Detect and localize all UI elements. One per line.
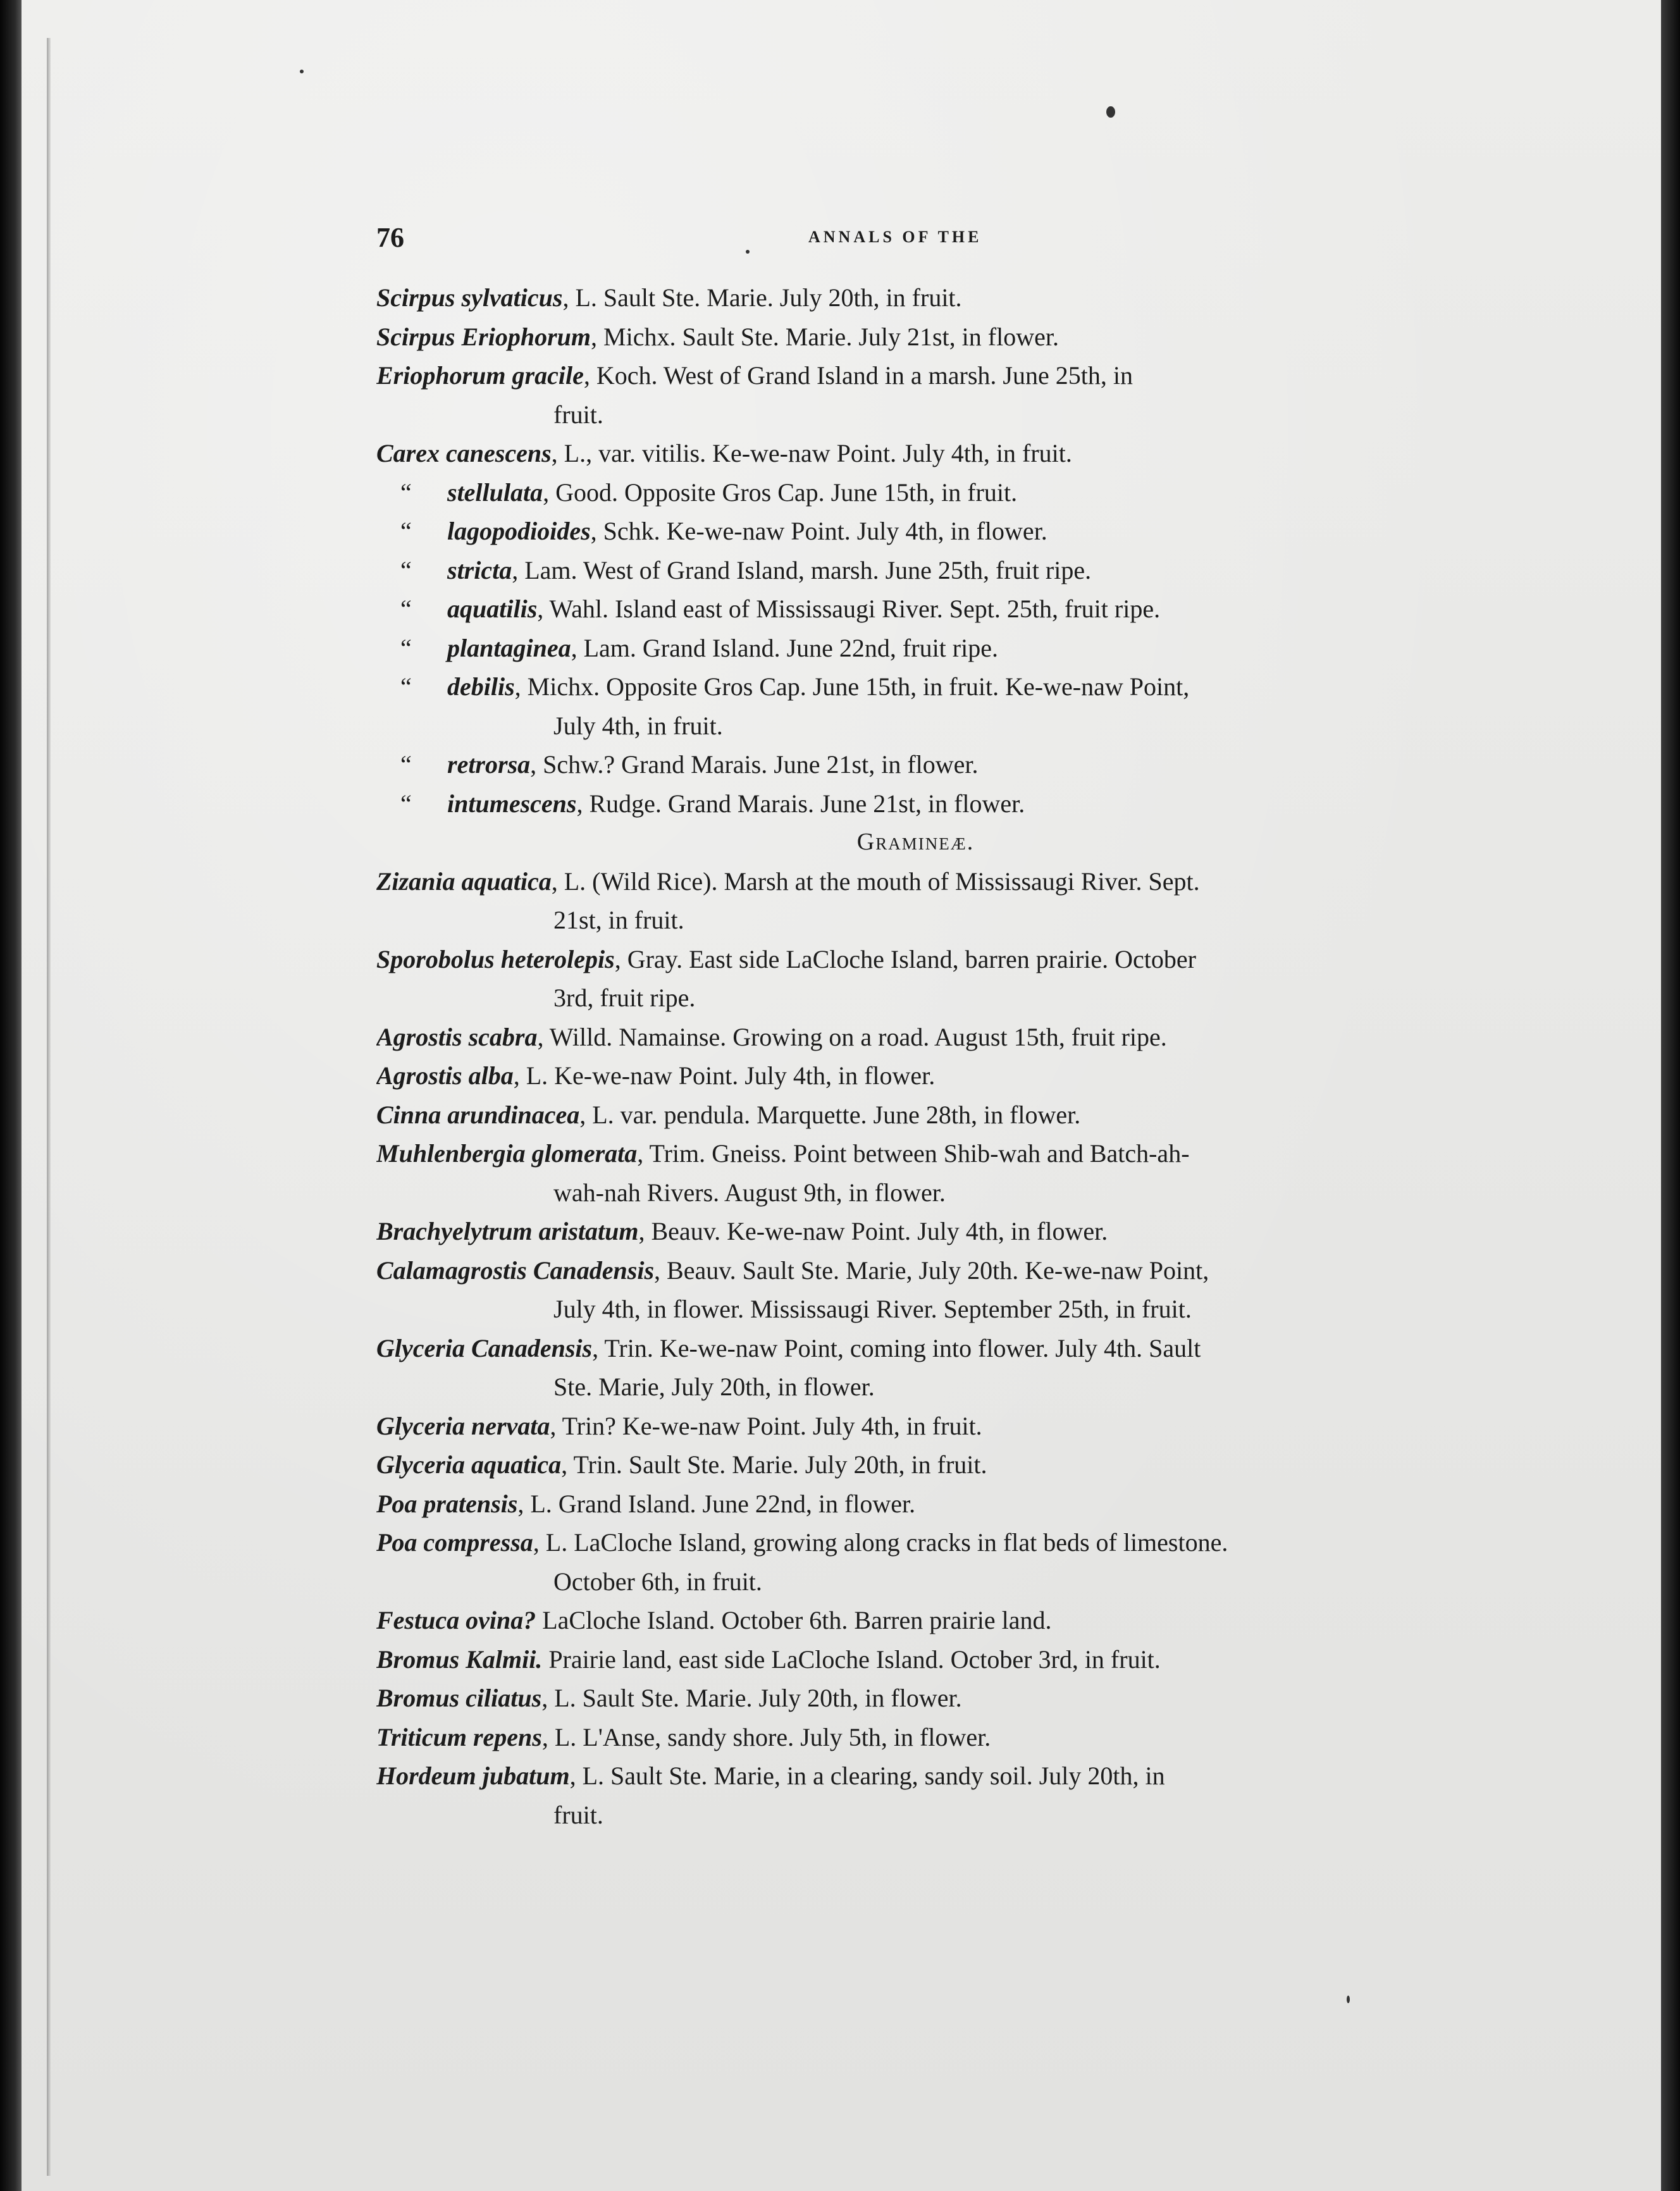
species-entry bbox=[376, 745, 1430, 784]
entry-details: , L. (Wild Rice). Marsh at the mouth of Mississaugi River. Sept. bbox=[551, 867, 1200, 896]
continuation-text: 3rd, fruit ripe. bbox=[553, 984, 696, 1012]
page-crease bbox=[47, 38, 51, 2176]
species-entry bbox=[376, 1018, 1430, 1057]
continuation-text: fruit. bbox=[553, 400, 603, 429]
entry-continuation bbox=[376, 1290, 1430, 1329]
entry-details: Prairie land, east side LaCloche Island. October 3rd, in fruit. bbox=[542, 1645, 1161, 1674]
species-name: Muhlenbergia glomerata bbox=[376, 1139, 638, 1168]
species-name: Poa pratensis bbox=[376, 1489, 518, 1518]
entry-details: , Trin. Sault Ste. Marie. July 20th, in fruit. bbox=[561, 1450, 987, 1479]
species-entry bbox=[376, 1601, 1430, 1640]
species-entry bbox=[376, 589, 1430, 629]
ditto-mark: “ bbox=[400, 595, 412, 623]
species-entry bbox=[376, 473, 1430, 512]
species-entry bbox=[376, 629, 1430, 668]
species-entry bbox=[376, 1640, 1430, 1679]
entry-details: , L. L'Anse, sandy shore. July 5th, in flower. bbox=[541, 1722, 991, 1751]
entry-details: , Wahl. Island east of Mississaugi River. Sept. 25th, fruit ripe. bbox=[537, 595, 1161, 623]
species-name: Cinna arundinacea bbox=[376, 1100, 580, 1129]
entry-details: , Trim. Gneiss. Point between Shib-wah and Batch-ah- bbox=[637, 1139, 1190, 1168]
entry-details: , Beauv. Ke-we-naw Point. July 4th, in flower. bbox=[638, 1217, 1108, 1245]
species-name: Triticum repens bbox=[376, 1722, 542, 1751]
species-entry bbox=[376, 512, 1430, 551]
entry-details: , L., var. vitilis. Ke-we-naw Point. July 4th, in fruit. bbox=[551, 439, 1072, 467]
ditto-mark: “ bbox=[400, 672, 412, 701]
page-number: 76 bbox=[376, 222, 404, 253]
entry-continuation bbox=[376, 1173, 1430, 1213]
species-name: stellulata bbox=[447, 478, 543, 507]
species-name: Agrostis scabra bbox=[376, 1022, 538, 1051]
entry-continuation bbox=[376, 707, 1430, 746]
species-name: Hordeum jubatum bbox=[376, 1762, 570, 1790]
species-list bbox=[376, 278, 1430, 1834]
species-name: debilis bbox=[447, 672, 515, 701]
ditto-mark: “ bbox=[400, 517, 412, 545]
species-name: Bromus ciliatus bbox=[376, 1684, 542, 1712]
species-name: plantaginea bbox=[447, 633, 571, 662]
species-entry bbox=[376, 434, 1430, 473]
entry-details: , Willd. Namainse. Growing on a road. August 15th, fruit ripe. bbox=[537, 1022, 1167, 1051]
entry-details: , Trin? Ke-we-naw Point. July 4th, in fruit. bbox=[550, 1411, 982, 1440]
species-entry bbox=[376, 1329, 1430, 1368]
species-name: Scirpus Eriophorum bbox=[376, 322, 591, 351]
entry-details: , Michx. Opposite Gros Cap. June 15th, in fruit. Ke-we-naw Point, bbox=[514, 672, 1190, 701]
entry-details: , Lam. West of Grand Island, marsh. June 25th, fruit ripe. bbox=[512, 555, 1092, 584]
species-name: Carex canescens bbox=[376, 439, 552, 467]
family-heading-text: Gramineæ. bbox=[856, 829, 975, 855]
species-name: aquatilis bbox=[447, 595, 538, 623]
species-name: Scirpus sylvaticus bbox=[376, 283, 563, 312]
scan-border-right bbox=[1661, 0, 1680, 2191]
species-entry bbox=[376, 1523, 1430, 1562]
entry-continuation bbox=[376, 1367, 1430, 1407]
species-entry bbox=[376, 318, 1430, 357]
ink-speck bbox=[1106, 106, 1115, 118]
species-name: lagopodioides bbox=[447, 517, 591, 545]
entry-continuation bbox=[376, 901, 1430, 940]
entry-details: , Rudge. Grand Marais. June 21st, in flower. bbox=[576, 789, 1025, 818]
species-name: Glyceria nervata bbox=[376, 1411, 550, 1440]
entry-continuation bbox=[376, 1796, 1430, 1835]
ink-speck bbox=[300, 70, 304, 73]
species-name: Sporobolus heterolepis bbox=[376, 944, 615, 973]
entry-details: , Schw.? Grand Marais. June 21st, in flower. bbox=[530, 750, 979, 779]
species-entry bbox=[376, 1134, 1430, 1173]
ditto-mark: “ bbox=[400, 555, 412, 584]
species-entry bbox=[376, 1212, 1430, 1251]
species-entry bbox=[376, 278, 1430, 318]
species-name: Festuca ovina? bbox=[376, 1606, 536, 1634]
scan-border-left bbox=[0, 0, 22, 2191]
entry-details: , Koch. West of Grand Island in a marsh. June 25th, in bbox=[583, 361, 1133, 390]
species-name: Poa compressa bbox=[376, 1528, 533, 1557]
continuation-text: 21st, in fruit. bbox=[553, 906, 684, 934]
species-entry bbox=[376, 1096, 1430, 1135]
species-name: Calamagrostis Canadensis bbox=[376, 1256, 655, 1285]
species-entry bbox=[376, 1251, 1430, 1290]
continuation-text: October 6th, in fruit. bbox=[553, 1567, 762, 1596]
continuation-text: fruit. bbox=[553, 1800, 603, 1829]
continuation-text: July 4th, in fruit. bbox=[553, 711, 723, 740]
entry-continuation bbox=[376, 978, 1430, 1018]
entry-details: , Gray. East side LaCloche Island, barren prairie. October bbox=[614, 944, 1196, 973]
entry-details: , L. Ke-we-naw Point. July 4th, in flower. bbox=[513, 1061, 936, 1090]
species-entry bbox=[376, 1407, 1430, 1446]
species-name: Agrostis alba bbox=[376, 1061, 514, 1090]
ditto-mark: “ bbox=[400, 789, 412, 818]
entry-details: , Schk. Ke-we-naw Point. July 4th, in flower. bbox=[590, 517, 1047, 545]
species-entry bbox=[376, 1056, 1430, 1096]
species-name: Eriophorum gracile bbox=[376, 361, 584, 390]
entry-details: , L. LaCloche Island, growing along cracks in flat beds of limestone. bbox=[533, 1528, 1228, 1557]
entry-details: , Trin. Ke-we-naw Point, coming into flower. July 4th. Sault bbox=[592, 1333, 1201, 1362]
species-entry bbox=[376, 551, 1430, 590]
entry-details: , Good. Opposite Gros Cap. June 15th, in fruit. bbox=[543, 478, 1018, 507]
species-entry bbox=[376, 1445, 1430, 1484]
species-entry bbox=[376, 940, 1430, 979]
entry-details: , Beauv. Sault Ste. Marie, July 20th. Ke-we-naw Point, bbox=[654, 1256, 1209, 1285]
family-heading bbox=[376, 823, 1430, 862]
ditto-mark: “ bbox=[400, 478, 412, 507]
entry-details: , L. var. pendula. Marquette. June 28th, in flower. bbox=[579, 1100, 1081, 1129]
species-entry bbox=[376, 1718, 1430, 1757]
entry-details: , L. Sault Ste. Marie. July 20th, in flower. bbox=[541, 1684, 962, 1712]
entry-details: , Lam. Grand Island. June 22nd, fruit ripe. bbox=[571, 633, 998, 662]
species-name: Bromus Kalmii. bbox=[376, 1645, 543, 1674]
ditto-mark: “ bbox=[400, 750, 412, 779]
entry-continuation bbox=[376, 395, 1430, 435]
entry-details: , L. Sault Ste. Marie, in a clearing, sandy soil. July 20th, in bbox=[569, 1762, 1165, 1790]
entry-continuation bbox=[376, 1562, 1430, 1602]
running-title: ANNALS OF THE bbox=[808, 228, 982, 246]
species-entry bbox=[376, 1756, 1430, 1796]
continuation-text: July 4th, in flower. Mississaugi River. September 25th, in fruit. bbox=[553, 1295, 1192, 1323]
continuation-text: Ste. Marie, July 20th, in flower. bbox=[553, 1373, 875, 1401]
entry-details: , L. Grand Island. June 22nd, in flower. bbox=[517, 1489, 916, 1518]
ink-speck bbox=[1347, 1996, 1350, 2003]
continuation-text: wah-nah Rivers. August 9th, in flower. bbox=[553, 1178, 946, 1207]
running-head bbox=[376, 221, 1641, 259]
species-entry bbox=[376, 784, 1430, 824]
species-entry bbox=[376, 862, 1430, 901]
species-name: Glyceria Canadensis bbox=[376, 1333, 593, 1362]
species-name: Glyceria aquatica bbox=[376, 1450, 562, 1479]
entry-details: LaCloche Island. October 6th. Barren prairie land. bbox=[536, 1606, 1052, 1634]
species-entry bbox=[376, 667, 1430, 707]
species-name: stricta bbox=[447, 555, 512, 584]
ditto-mark: “ bbox=[400, 633, 412, 662]
species-entry bbox=[376, 1679, 1430, 1718]
species-entry bbox=[376, 1484, 1430, 1524]
entry-details: , Michx. Sault Ste. Marie. July 21st, in flower. bbox=[591, 322, 1059, 351]
entry-details: , L. Sault Ste. Marie. July 20th, in fruit. bbox=[562, 283, 962, 312]
species-name: Zizania aquatica bbox=[376, 867, 552, 896]
species-name: retrorsa bbox=[447, 750, 531, 779]
species-entry bbox=[376, 356, 1430, 395]
species-name: intumescens bbox=[447, 789, 577, 818]
species-name: Brachyelytrum aristatum bbox=[376, 1217, 639, 1245]
